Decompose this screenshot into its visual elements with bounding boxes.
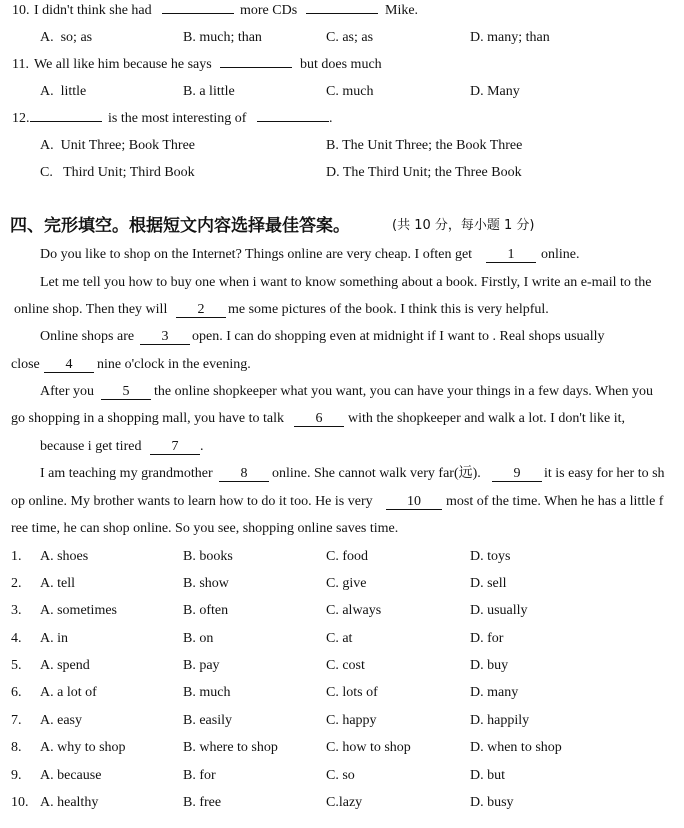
passage-text: online. She cannot walk very far(远). (272, 466, 481, 481)
option-a: A. in (40, 631, 68, 646)
option-a: A. why to shop (40, 740, 126, 755)
option-d: D. busy (470, 795, 514, 810)
option-c: C. always (326, 603, 382, 618)
option-b: B. easily (183, 713, 232, 728)
question-stem: . (329, 111, 333, 126)
option-row-number: 6. (11, 685, 22, 700)
answer-blank (30, 108, 102, 130)
option-c: C. as; as (326, 30, 374, 45)
option-a: A. because (40, 768, 102, 783)
option-c: C. lots of (326, 685, 378, 700)
blank-3: 3 (140, 326, 190, 348)
question-11-options (0, 81, 684, 103)
option-row-number: 1. (11, 549, 22, 564)
blank-4: 4 (44, 354, 94, 376)
option-c: C. food (326, 549, 368, 564)
passage-line-10 (0, 491, 684, 513)
option-c: C. give (326, 576, 367, 591)
section-score-note: (共 10 分，每小题 1 分) (392, 218, 535, 233)
question-12-options-row2 (0, 162, 684, 184)
cloze-option-row (0, 765, 684, 787)
passage-text: nine o'clock in the evening. (97, 357, 251, 372)
option-row-number: 4. (11, 631, 22, 646)
option-row-number: 7. (11, 713, 22, 728)
option-c: C. so (326, 768, 355, 783)
option-a: A. Unit Three; Book Three (40, 138, 196, 153)
answer-blank (257, 108, 329, 130)
option-c: C.lazy (326, 795, 363, 810)
passage-line-3 (0, 299, 684, 321)
passage-text: open. I can do shopping even at midnight if I want to . Real shops usually (192, 329, 605, 344)
passage-text: After you (40, 384, 95, 399)
passage-text: me some pictures of the book. I think this is very helpful. (228, 302, 549, 317)
question-10 (0, 0, 684, 22)
option-b: B. a little (183, 84, 235, 99)
option-b: B. on (183, 631, 214, 646)
passage-line-9 (0, 463, 684, 485)
passage-line-5 (0, 354, 684, 376)
blank-1: 1 (486, 244, 536, 266)
question-number: 12. (12, 111, 30, 126)
option-c: C. how to shop (326, 740, 411, 755)
option-b: B. for (183, 768, 216, 783)
blank-10: 10 (386, 491, 442, 513)
passage-text: . (200, 439, 204, 454)
option-row-number: 8. (11, 740, 22, 755)
passage-text: it is easy for her to sh (544, 466, 665, 481)
blank-5: 5 (101, 381, 151, 403)
passage-text: I am teaching my grandmother (40, 466, 213, 481)
option-d: D. many; than (470, 30, 550, 45)
question-number: 10. (12, 3, 30, 18)
option-a: A. sometimes (40, 603, 117, 618)
option-row-number: 10. (11, 795, 29, 810)
passage-line-8 (0, 436, 684, 458)
option-b: B. show (183, 576, 229, 591)
cloze-option-row (0, 628, 684, 650)
option-b: B. much (183, 685, 231, 700)
passage-line-2 (0, 272, 684, 294)
option-a: A. a lot of (40, 685, 97, 700)
question-number: 11. (12, 57, 29, 72)
option-b: B. often (183, 603, 229, 618)
option-row-number: 3. (11, 603, 22, 618)
answer-blank (306, 0, 378, 22)
passage-text: Do you like to shop on the Internet? Things online are very cheap. I often get (40, 247, 473, 262)
blank-9: 9 (492, 463, 542, 485)
blank-2: 2 (176, 299, 226, 321)
option-b: B. books (183, 549, 233, 564)
question-12-options-row1 (0, 135, 684, 157)
passage-text: the online shopkeeper what you want, you can have your things in a few days. When you (154, 384, 653, 399)
passage-text: close (11, 357, 40, 372)
option-a: A. tell (40, 576, 75, 591)
passage-text: online shop. Then they will (14, 302, 168, 317)
option-d: D. buy (470, 658, 509, 673)
option-a: A. spend (40, 658, 90, 673)
question-12 (0, 108, 684, 130)
option-d: D. Many (470, 84, 520, 99)
passage-line-7 (0, 408, 684, 430)
passage-text: Let me tell you how to buy one when i want to know something about a book. Firstly, I write an e-mail to the (40, 275, 652, 290)
option-d: D. sell (470, 576, 507, 591)
blank-8: 8 (219, 463, 269, 485)
question-stem: Mike. (385, 3, 419, 18)
blank-7: 7 (150, 436, 200, 458)
blank-6: 6 (294, 408, 344, 430)
passage-text: ree time, he can shop online. So you see, shopping online saves time. (11, 521, 399, 536)
cloze-option-row (0, 573, 684, 595)
option-a: A. shoes (40, 549, 89, 564)
passage-text: most of the time. When he has a little f (446, 494, 664, 509)
question-10-options (0, 27, 684, 49)
passage-text: with the shopkeeper and walk a lot. I don't like it, (348, 411, 626, 426)
passage-text: online. (541, 247, 580, 262)
option-a: A. so; as (40, 30, 93, 45)
cloze-option-row (0, 546, 684, 568)
option-c: C. cost (326, 658, 365, 673)
passage-line-4 (0, 326, 684, 348)
option-b: B. much; than (183, 30, 262, 45)
option-a: A. easy (40, 713, 82, 728)
section-title: 四、完形填空。根据短文内容选择最佳答案。 (10, 216, 350, 236)
answer-blank (220, 54, 292, 76)
cloze-option-row (0, 792, 684, 814)
passage-line-6 (0, 381, 684, 403)
passage-text: Online shops are (40, 329, 135, 344)
passage-line-11 (0, 518, 684, 540)
option-c: C. Third Unit; Third Book (40, 165, 195, 180)
option-c: C. at (326, 631, 353, 646)
question-stem: is the most interesting of (108, 111, 247, 126)
option-d: D. The Third Unit; the Three Book (326, 165, 522, 180)
question-stem: but does much (300, 57, 382, 72)
option-d: D. toys (470, 549, 511, 564)
cloze-option-row (0, 682, 684, 704)
cloze-option-row (0, 710, 684, 732)
passage-text: go shopping in a shopping mall, you have to talk (11, 411, 284, 426)
option-d: D. happily (470, 713, 530, 728)
option-a: A. healthy (40, 795, 99, 810)
option-b: B. The Unit Three; the Book Three (326, 138, 523, 153)
question-11 (0, 54, 684, 76)
option-d: D. when to shop (470, 740, 562, 755)
cloze-option-row (0, 600, 684, 622)
passage-text: because i get tired (40, 439, 142, 454)
option-b: B. free (183, 795, 222, 810)
answer-blank (162, 0, 234, 22)
option-row-number: 5. (11, 658, 22, 673)
section-heading (0, 213, 684, 239)
passage-text: op online. My brother wants to learn how to do it too. He is very (11, 494, 373, 509)
option-a: A. little (40, 84, 87, 99)
option-d: D. but (470, 768, 505, 783)
option-row-number: 2. (11, 576, 22, 591)
option-b: B. where to shop (183, 740, 278, 755)
question-stem: more CDs (240, 3, 298, 18)
question-stem: I didn't think she had (34, 3, 152, 18)
passage-line-1 (0, 244, 684, 266)
option-row-number: 9. (11, 768, 22, 783)
option-b: B. pay (183, 658, 220, 673)
option-d: D. many (470, 685, 519, 700)
cloze-option-row (0, 737, 684, 759)
cloze-option-row (0, 655, 684, 677)
option-c: C. much (326, 84, 374, 99)
option-d: D. usually (470, 603, 528, 618)
option-c: C. happy (326, 713, 377, 728)
option-d: D. for (470, 631, 504, 646)
question-stem: We all like him because he says (34, 57, 212, 72)
